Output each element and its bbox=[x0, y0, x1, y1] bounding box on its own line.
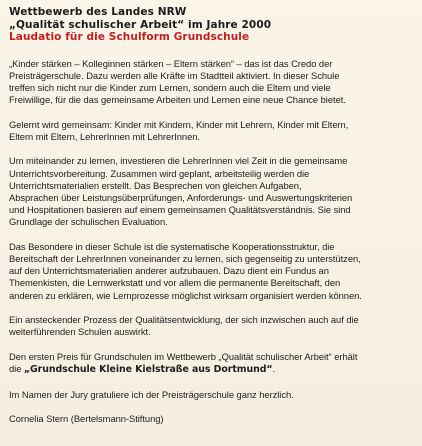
paragraph-cooperation bbox=[9, 241, 414, 302]
text-line: Absprachen über Leistungsüberprüfungen, Anforderungs- und Auswertungskriterien bbox=[9, 191, 353, 203]
text-line: Im Namen der Jury gratuliere ich der Preisträgerschule ganz herzlich. bbox=[9, 388, 294, 400]
text-line: auf den Unterrichtsmaterialien anderer aufzubauen. Dazu dient ein Fundus an bbox=[9, 265, 329, 277]
award-suffix: . bbox=[272, 363, 276, 375]
text-line: Um miteinander zu lernen, investieren die LehrerInnen viel Zeit in die gemeinsame bbox=[9, 155, 348, 167]
document-body bbox=[9, 58, 414, 426]
winner-school-name: „Grundschule Kleine Kielstraße aus Dortmund“ bbox=[23, 364, 273, 376]
paragraph-learning bbox=[9, 119, 414, 143]
paragraph-quality bbox=[9, 314, 414, 338]
award-winner-line bbox=[9, 363, 414, 376]
document-header bbox=[9, 6, 414, 44]
text-line: Preisträgerschule. Dazu werden alle Kräfte im Stadtteil aktiviert. In dieser Schule bbox=[9, 69, 340, 81]
signature bbox=[9, 413, 414, 425]
text-line: Bereitschaft der LehrerInnen voneinander zu lernen, sich gegenseitig zu unterstützen, bbox=[9, 253, 361, 265]
text-line: Grundlage der schulischen Evaluation. bbox=[9, 216, 168, 228]
text-line: Unterrichtsvorbereitung. Zusammen wird geplant, arbeitsteilig werden die bbox=[9, 167, 310, 179]
paragraph-credo bbox=[9, 58, 414, 107]
signature-name: Cornelia Stern (Bertelsmann-Stiftung) bbox=[9, 413, 164, 425]
text-line: und Hospitationen basieren auf einem gemeinsamen Qualitätsverständnis. Sie sind bbox=[9, 204, 351, 216]
laudatio-heading: Laudatio für die Schulform Grundschule bbox=[9, 31, 250, 43]
text-line: Den ersten Preis für Grundschulen im Wettbewerb „Qualität schulischer Arbeit“ erhält bbox=[9, 350, 358, 362]
text-line: „Kinder stärken – Kolleginnen stärken – Eltern stärken“ – das ist das Credo der bbox=[9, 57, 333, 69]
text-line: Themenkisten, die Lernwerkstatt und vor allem die permanente Bereitschaft, den bbox=[9, 277, 341, 289]
paragraph-award bbox=[9, 351, 414, 376]
paragraph-congratulations bbox=[9, 389, 414, 401]
text-line: Freiwillige, für die das gemeinsame Arbeiten und Lernen eine neue Chance bietet. bbox=[9, 94, 346, 106]
award-prefix: die bbox=[9, 363, 24, 375]
competition-title: Wettbewerb des Landes NRW bbox=[9, 6, 187, 18]
text-line: Unterrichtsmaterialien erstellt. Das Besprechen von gleichen Aufgaben, bbox=[9, 179, 302, 191]
text-line: Eltern mit Eltern, LehrerInnen mit LehrerInnen. bbox=[9, 130, 200, 142]
competition-subtitle: „Qualität schulischer Arbeit“ im Jahre 2000 bbox=[9, 18, 272, 31]
text-line: Ein ansteckender Prozess der Qualitätsentwicklung, der sich inzwischen auch auf die bbox=[9, 314, 359, 326]
text-line: Das Besondere in dieser Schule ist die systematische Kooperationsstruktur, die bbox=[9, 240, 335, 252]
text-line: treffen sich nicht nur die Kinder zum Lernen, sondern auch die Eltern und viele bbox=[9, 81, 331, 93]
text-line: weiterführenden Schulen auswirkt. bbox=[9, 326, 151, 338]
paragraph-preparation bbox=[9, 155, 414, 228]
text-line: anderen zu erklären, wie Lernprozesse möglichst wirksam organisiert werden können. bbox=[9, 289, 362, 301]
text-line: Gelernt wird gemeinsam: Kinder mit Kindern, Kinder mit Lehrern, Kinder mit Eltern, bbox=[9, 118, 349, 130]
